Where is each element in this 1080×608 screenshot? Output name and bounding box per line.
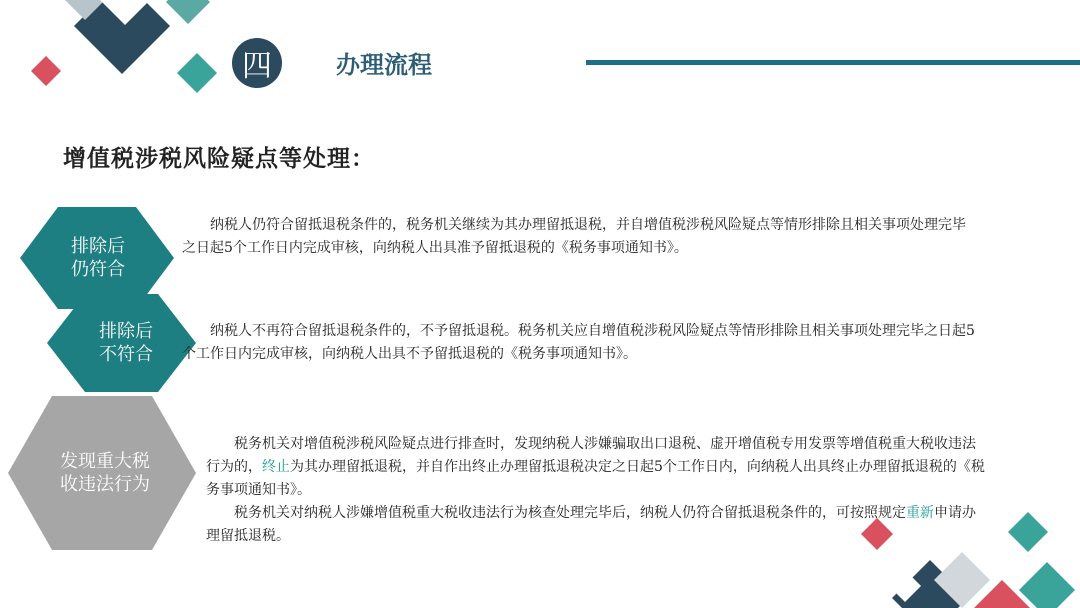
text-span: 申请办理留抵退税。 [206, 505, 976, 544]
paragraph [206, 502, 986, 548]
section-number-badge: 四 [232, 38, 282, 88]
hexagon-label-3 [30, 443, 180, 503]
label-line: 不符合 [99, 344, 153, 365]
label-line: 排除后 [99, 321, 153, 342]
item-text-2: 纳税人不再符合留抵退税条件的，不予留抵退税。税务机关应自增值税涉税风险疑点等情形排除且相关事项处理完毕之日起5个工作日内完成审核，向纳税人出具不予留抵退税的《税务事项通知书》。 [182, 323, 975, 362]
item-text-1: 纳税人仍符合留抵退税条件的，税务机关继续为其办理留抵退税，并自增值税涉税风险疑点等情形排除且相关事项处理完毕之日起5个工作日内完成审核，向纳税人出具准予留抵退税的《税务事项通知书》。 [182, 217, 966, 256]
text-span: 税务机关对增值税涉税风险疑点进行排查时，发现纳税人涉嫌骗取出口退税、虚开增值税专用发票等增值税重大税收违法行为的， [206, 436, 976, 475]
hexagon-label-2 [62, 313, 190, 373]
text-span: 为其办理留抵退税，并自作出终止办理留抵退税决定之日起5个工作日内，向纳税人出具终止办理留抵退税的《税务事项通知书》。 [206, 459, 985, 498]
label-line: 发现重大税 [60, 451, 150, 472]
label-line: 排除后 [71, 236, 125, 257]
text-span: 税务机关对纳税人涉嫌增值税重大税收违法行为核查处理完毕后，纳税人仍符合留抵退税条件的，可按照规定 [234, 505, 906, 521]
highlight-text: 终止 [262, 459, 290, 475]
label-line: 仍符合 [71, 259, 125, 280]
hexagon-label-1 [34, 228, 162, 288]
section-title: 办理流程 [336, 51, 432, 79]
highlight-text: 重新 [906, 505, 934, 521]
item-text-3 [206, 433, 986, 548]
subtitle: 增值税涉税风险疑点等处理： [63, 145, 375, 172]
paragraph [206, 433, 986, 502]
label-line: 收违法行为 [60, 474, 150, 495]
